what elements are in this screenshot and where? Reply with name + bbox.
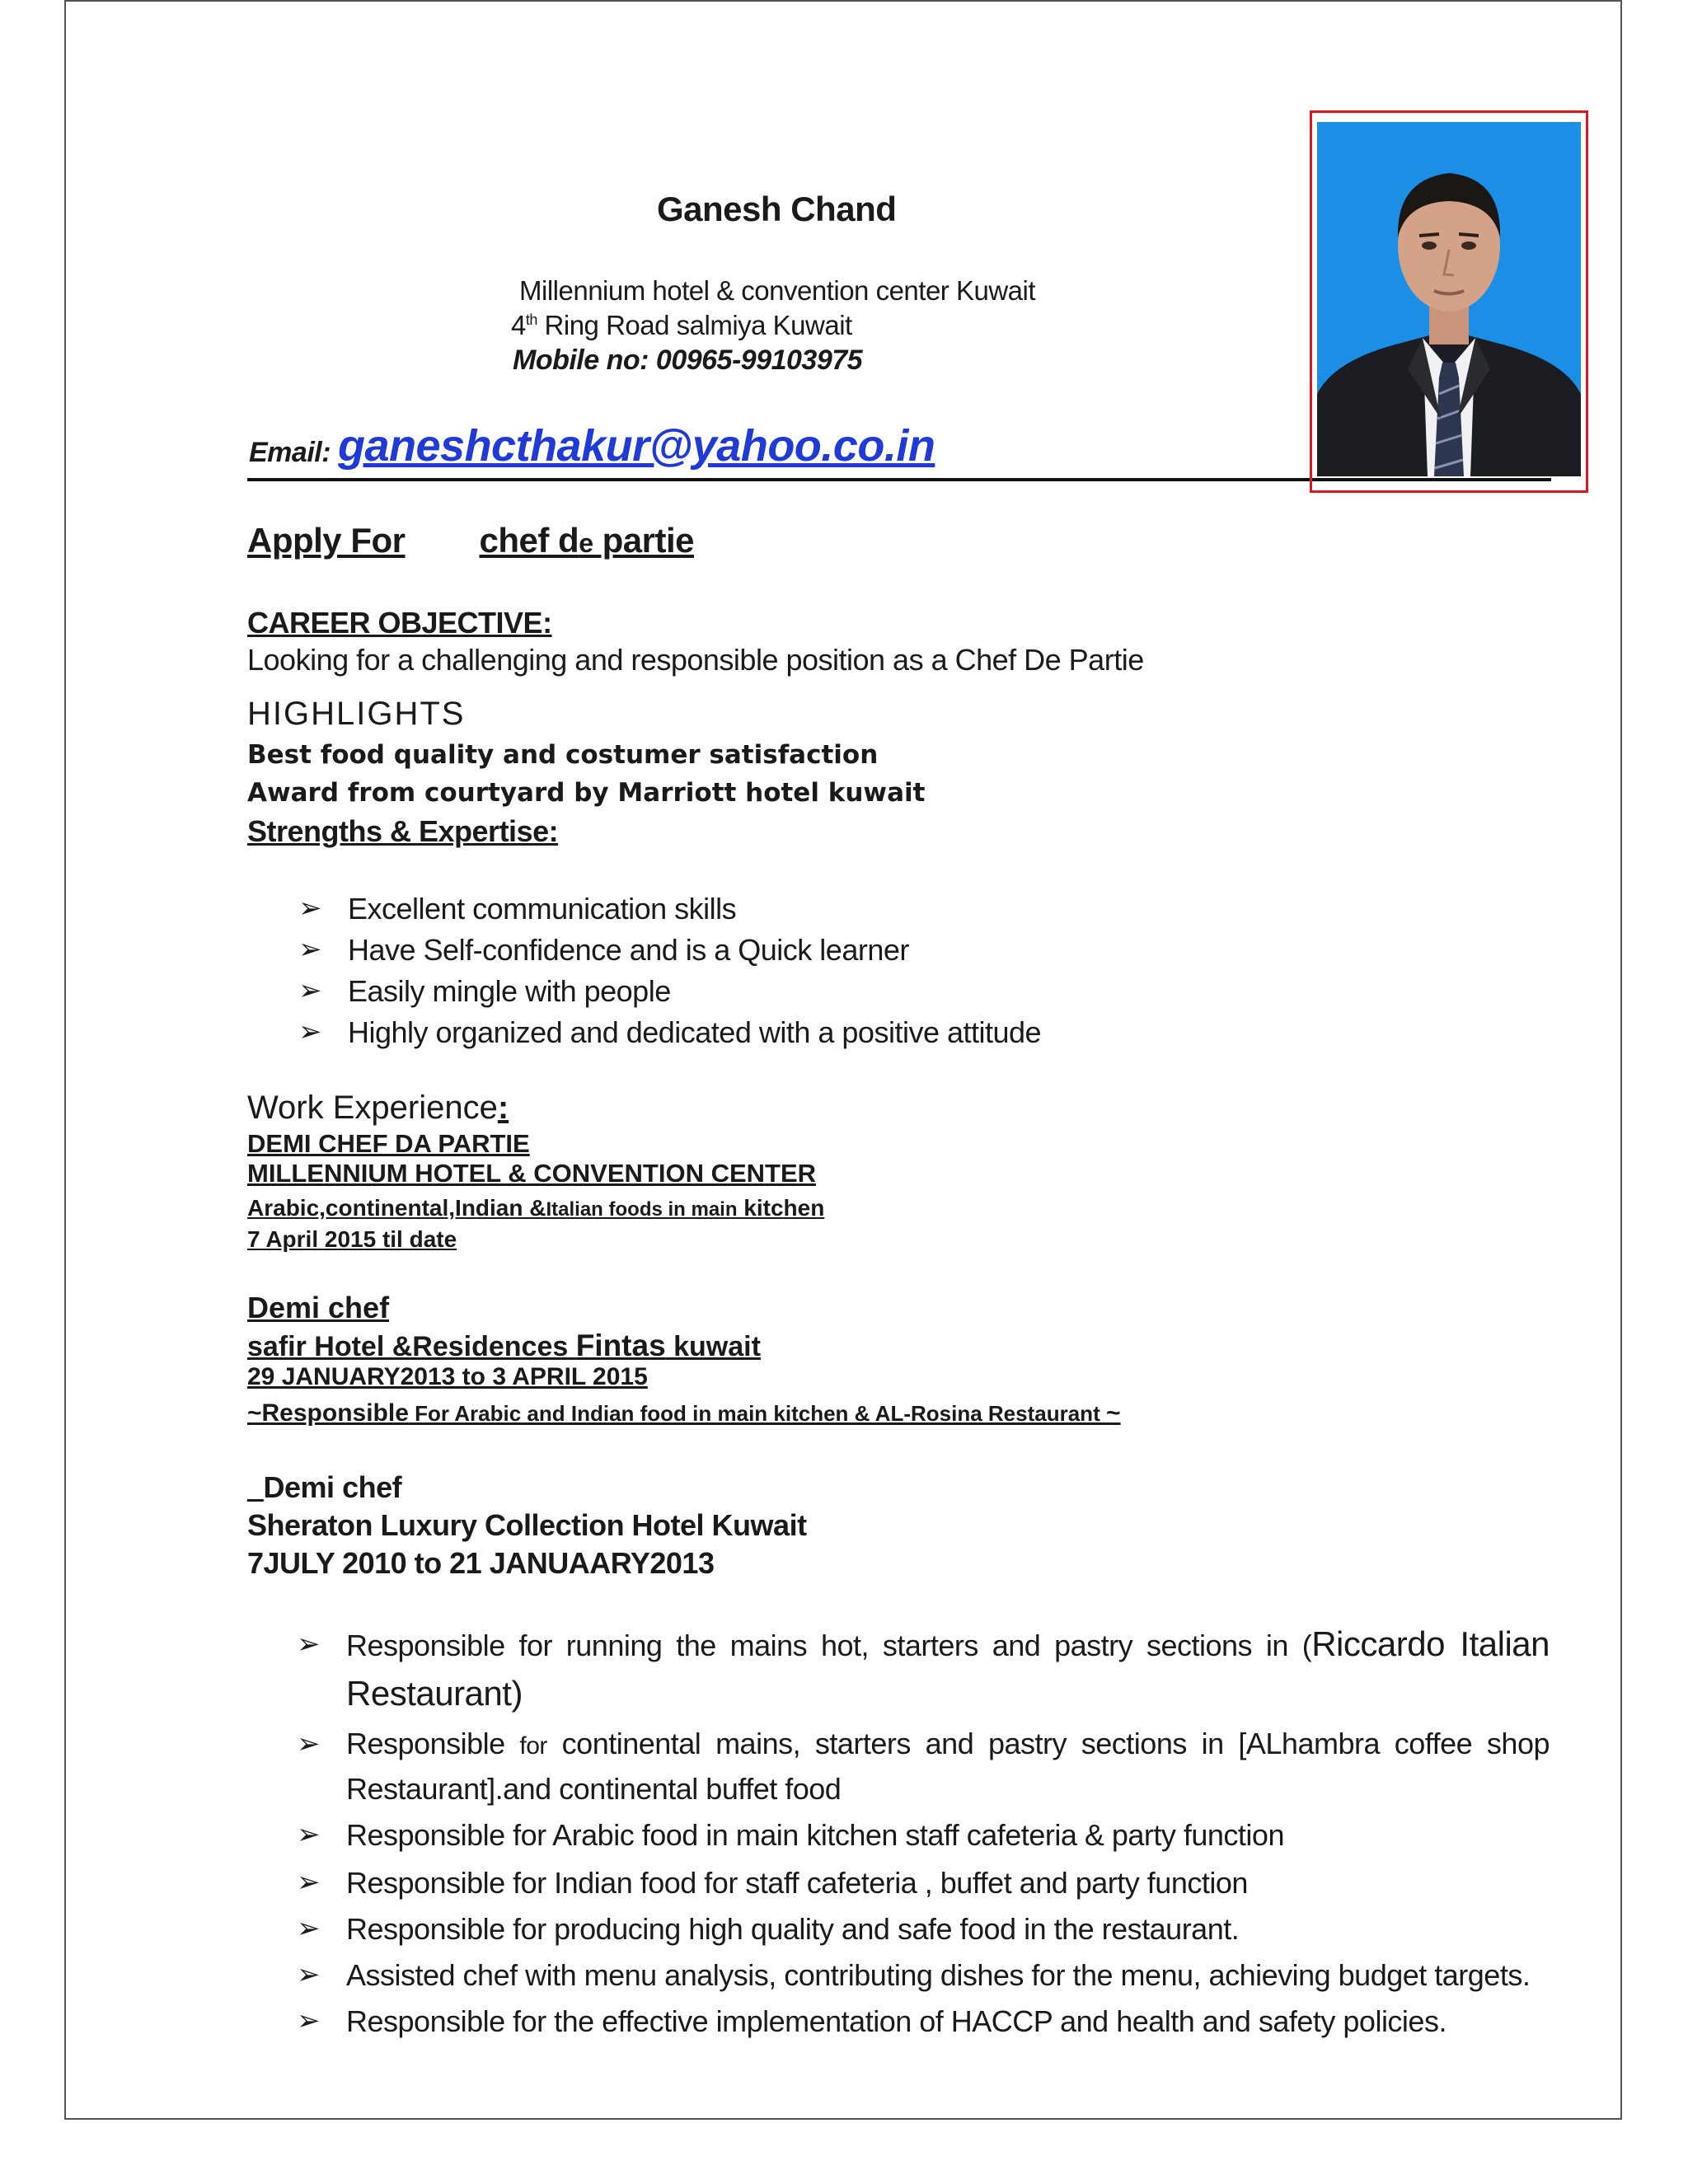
duty-item: ➢ Responsible for producing high quality and safe food in the restaurant. bbox=[297, 1912, 1240, 1946]
arrow-bullet-icon: ➢ bbox=[297, 1728, 320, 1760]
address-line-1: Millennium hotel & convention center Kuwait bbox=[519, 275, 1036, 306]
duty-item: ➢ Responsible for the effective implementation of HACCP and health and safety policies. bbox=[297, 2004, 1447, 2038]
duty-item: ➢ Responsible for Arabic food in main kitchen staff cafeteria & party function bbox=[297, 1818, 1284, 1852]
email-link[interactable]: ganeshcthakur@yahoo.co.in bbox=[338, 421, 935, 471]
arrow-bullet-icon: ➢ bbox=[298, 934, 321, 965]
list-item: ➢ Highly organized and dedicated with a positive attitude bbox=[298, 1015, 1042, 1049]
duty-item: ➢ Responsible for running the mains hot, starters and pastry sections in (Riccardo Italian Restaurant) bbox=[346, 1620, 1550, 1719]
candidate-name: Ganesh Chand bbox=[657, 190, 897, 228]
career-objective-text: Looking for a challenging and responsible position as a Chef De Partie bbox=[247, 643, 1144, 677]
arrow-bullet-icon: ➢ bbox=[297, 1629, 320, 1660]
job2-dates: 29 JANUARY2013 to 3 APRIL 2015 bbox=[247, 1363, 648, 1390]
duty-item: ➢ Assisted chef with menu analysis, contributing dishes for the menu, achieving budget targets. bbox=[297, 1958, 1531, 1992]
highlight-item: Best food quality and costumer satisfaction bbox=[247, 740, 879, 770]
arrow-bullet-icon: ➢ bbox=[297, 1819, 320, 1850]
highlight-item: Award from courtyard by Marriott hotel kuwait bbox=[247, 778, 926, 808]
work-experience-heading: Work Experience: bbox=[247, 1090, 509, 1126]
profile-photo bbox=[1317, 122, 1581, 476]
arrow-bullet-icon: ➢ bbox=[297, 1959, 320, 1990]
job3-employer: Sheraton Luxury Collection Hotel Kuwait bbox=[247, 1508, 807, 1542]
email-label: Email: bbox=[249, 437, 331, 468]
strengths-heading: Strengths & Expertise: bbox=[247, 814, 559, 848]
arrow-bullet-icon: ➢ bbox=[298, 1016, 321, 1047]
apply-for-line: Apply For chef de partie bbox=[247, 521, 695, 560]
arrow-bullet-icon: ➢ bbox=[297, 1867, 320, 1898]
job1-employer: MILLENNIUM HOTEL & CONVENTION CENTER bbox=[247, 1159, 817, 1188]
duty-item: ➢ Responsible for Indian food for staff cafeteria , buffet and party function bbox=[297, 1866, 1248, 1900]
address-line-2: 4th Ring Road salmiya Kuwait bbox=[511, 310, 852, 340]
job1-dates: 7 April 2015 til date bbox=[247, 1226, 457, 1252]
job1-description: Arabic,continental,Indian &Italian foods in main kitchen bbox=[247, 1195, 825, 1221]
list-item: ➢ Excellent communication skills bbox=[298, 892, 737, 926]
job2-title: Demi chef bbox=[247, 1291, 390, 1324]
job3-title: _Demi chef bbox=[247, 1470, 402, 1504]
duty-item: ➢ Responsible for continental mains, starters and pastry sections in [ALhambra coffee shop Restaurant].and continental buffet food bbox=[346, 1722, 1550, 1811]
arrow-bullet-icon: ➢ bbox=[297, 2005, 320, 2036]
job2-responsibility: ~Responsible For Arabic and Indian food in main kitchen & AL-Rosina Restaurant ~ bbox=[247, 1399, 1121, 1427]
arrow-bullet-icon: ➢ bbox=[297, 1913, 320, 1944]
job1-title: DEMI CHEF DA PARTIE bbox=[247, 1129, 530, 1158]
highlights-heading: HIGHLIGHTS bbox=[247, 696, 466, 732]
arrow-bullet-icon: ➢ bbox=[298, 893, 321, 924]
job3-dates: 7JULY 2010 to 21 JANUAARY2013 bbox=[247, 1546, 715, 1580]
job2-employer: safir Hotel &Residences Fintas kuwait bbox=[247, 1329, 761, 1362]
list-item: ➢ Have Self-confidence and is a Quick learner bbox=[298, 933, 909, 967]
strengths-list bbox=[298, 892, 1041, 1057]
arrow-bullet-icon: ➢ bbox=[298, 975, 321, 1006]
career-objective-heading: CAREER OBJECTIVE: bbox=[247, 606, 552, 640]
list-item: ➢ Easily mingle with people bbox=[298, 974, 671, 1008]
mobile-number: Mobile no: 00965-99103975 bbox=[513, 344, 863, 376]
